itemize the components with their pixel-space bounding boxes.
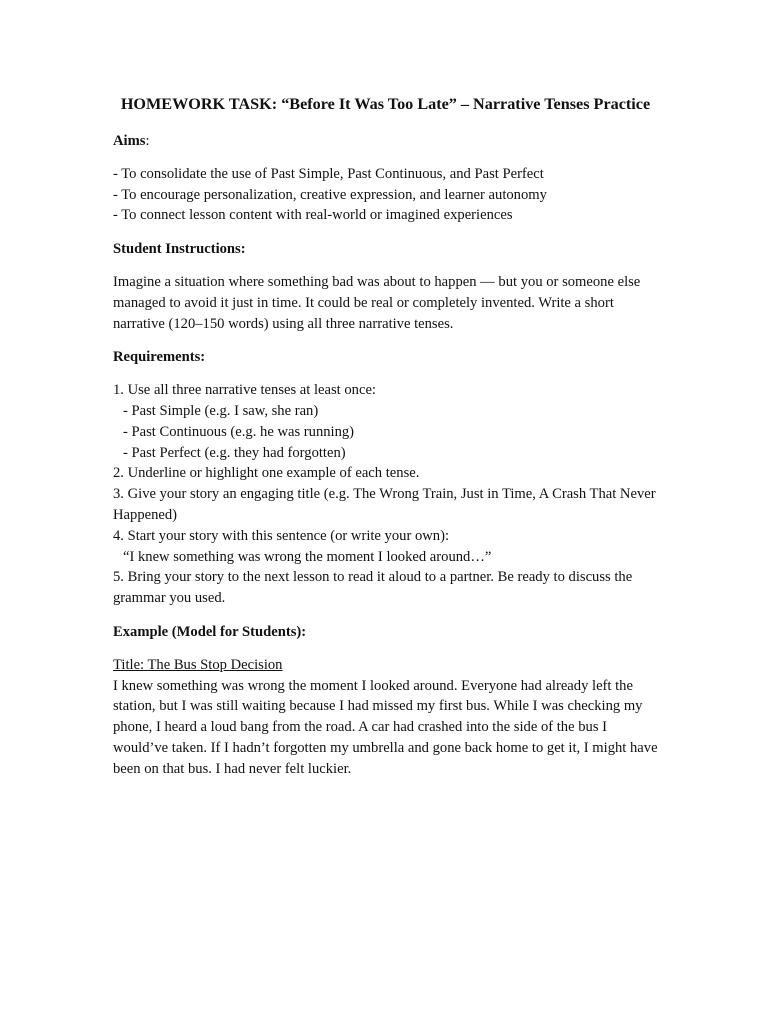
- requirement-item-2: 2. Underline or highlight one example of each tense.: [113, 465, 420, 482]
- aims-item: - To encourage personalization, creative expression, and learner autonomy: [113, 186, 547, 203]
- example-story-text: I knew something was wrong the moment I looked around. Everyone had already left the station, but I was still waiting because I had missed my first bus. While I was checking my phone, I heard a loud bang from the road. A car had crashed into the side of the bus I would’ve taken. If I hadn’t forgotten my umbrella and gone back home to get it, I might have been on that bus. I had never felt luckier.: [113, 677, 658, 777]
- requirements-heading: Requirements:: [113, 349, 206, 366]
- tense-item: - Past Continuous (e.g. he was running): [123, 423, 355, 440]
- aims-heading-text: Aims: [113, 133, 146, 149]
- example-story-title: [113, 655, 658, 676]
- aims-list: [113, 164, 658, 226]
- instructions-heading: Student Instructions:: [113, 241, 246, 258]
- example-heading: Example (Model for Students):: [113, 623, 307, 640]
- requirement-item-3: 3. Give your story an engaging title (e.g. The Wrong Train, Just in Time, A Crash That Never Happened): [113, 486, 660, 523]
- document-content: [113, 92, 658, 780]
- document-title: HOMEWORK TASK: “Before It Was Too Late” – Narrative Tenses Practice: [120, 95, 651, 113]
- aims-heading-colon: :: [145, 133, 150, 149]
- aims-item: - To consolidate the use of Past Simple, Past Continuous, and Past Perfect: [113, 165, 544, 182]
- aims-item: - To connect lesson content with real-world or imagined experiences: [113, 207, 513, 224]
- requirement-item-4: 4. Start your story with this sentence (or write your own):: [113, 527, 449, 544]
- example-story-title-text: Title: The Bus Stop Decision: [113, 656, 283, 673]
- tense-item: - Past Simple (e.g. I saw, she ran): [123, 402, 319, 419]
- requirement-item-1: 1. Use all three narrative tenses at least once:: [113, 382, 376, 399]
- requirement-item-5: 5. Bring your story to the next lesson to read it aloud to a partner. Be ready to discuss the grammar you used.: [113, 569, 636, 607]
- instructions-text: Imagine a situation where something bad was about to happen — but you or someone else managed to avoid it just in time. It could be real or completely invented. Write a short narrative (120–150 words) using all three narrative tenses.: [113, 273, 641, 332]
- requirements-list: [113, 380, 658, 609]
- tense-item: - Past Perfect (e.g. they had forgotten): [123, 444, 346, 461]
- requirement-item-4-quote: “I knew something was wrong the moment I looked around…”: [123, 548, 492, 565]
- aims-heading: [113, 131, 658, 152]
